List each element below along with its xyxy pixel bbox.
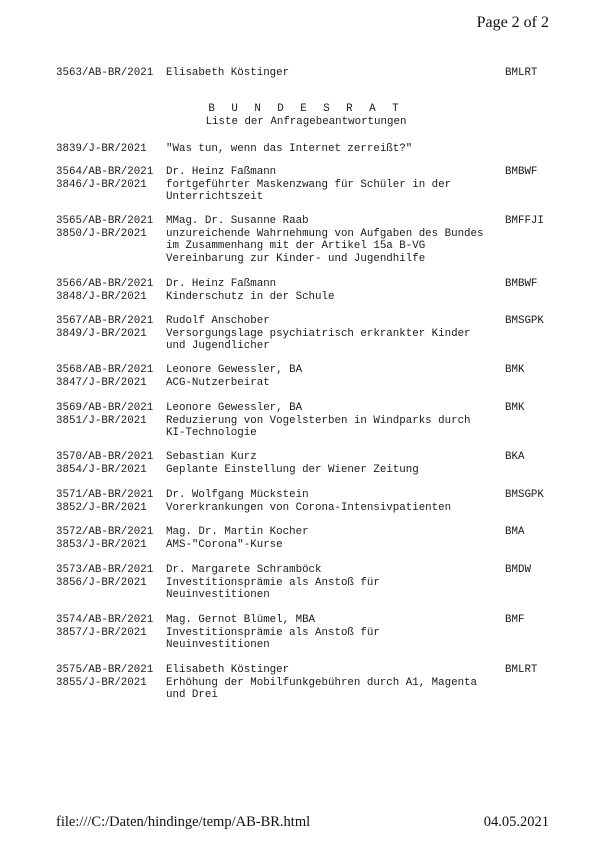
entry-description: [166, 489, 506, 514]
entry-title: Investitionsprämie als Anstoß für Neuinvestitionen: [166, 576, 380, 602]
entry-description: [166, 278, 486, 303]
top-entry-id: 3563/AB-BR/2021: [56, 67, 154, 79]
entry-title: ACG-Nutzerbeirat: [166, 376, 270, 389]
entry-ministry: BMBWF: [505, 278, 538, 290]
entry-person: Dr. Margarete Schramböck: [166, 564, 322, 576]
list-subtitle: Liste der Anfragebeantwortungen: [205, 115, 407, 128]
top-entry-person: Elisabeth Köstinger: [166, 67, 290, 79]
entry-person: Dr. Heinz Faßmann: [166, 278, 277, 290]
entry-ministry: BMDW: [505, 564, 531, 576]
entry-description: [166, 614, 486, 652]
entry-description: [166, 215, 486, 265]
footer-date: 04.05.2021: [483, 814, 549, 830]
entry-ministry: BMF: [505, 614, 525, 626]
entry-title: Vorerkrankungen von Corona-Intensivpatienten: [166, 501, 452, 514]
entry-person: Dr. Wolfgang Mückstein: [166, 489, 309, 501]
entry-ids: 3568/AB-BR/2021 3847/J-BR/2021: [56, 364, 154, 389]
entry-ministry: BMK: [505, 364, 525, 376]
top-entry-ministry: BMLRT: [505, 67, 538, 79]
entry-person: Leonore Gewessler, BA: [166, 364, 303, 376]
footer-file-path: file:///C:/Daten/hindinge/temp/AB-BR.html: [56, 814, 311, 830]
entry-ids: 3570/AB-BR/2021 3854/J-BR/2021: [56, 451, 154, 476]
entry-description: [166, 526, 486, 551]
entry-ids: 3567/AB-BR/2021 3849/J-BR/2021: [56, 315, 154, 340]
entry-title: Erhöhung der Mobilfunkgebühren durch A1, Magenta und Drei: [166, 676, 478, 702]
entry-description: [166, 166, 486, 204]
entry-ids: 3574/AB-BR/2021 3857/J-BR/2021: [56, 614, 154, 639]
entry-ids: 3571/AB-BR/2021 3852/J-BR/2021: [56, 489, 154, 514]
entry-description: [166, 402, 486, 440]
entry-description: [166, 664, 486, 702]
entry-description: [166, 315, 486, 353]
entry-person: MMag. Dr. Susanne Raab: [166, 215, 309, 227]
list-header: [56, 103, 556, 128]
entry-ids: 3575/AB-BR/2021 3855/J-BR/2021: [56, 664, 154, 689]
entry-person: Leonore Gewessler, BA: [166, 402, 303, 414]
entry-person: Elisabeth Köstinger: [166, 664, 290, 676]
entry-person: Rudolf Anschober: [166, 315, 270, 327]
entry-person: Sebastian Kurz: [166, 451, 257, 463]
entry-person: Mag. Gernot Blümel, MBA: [166, 614, 316, 626]
entry-ids: 3572/AB-BR/2021 3853/J-BR/2021: [56, 526, 154, 551]
entry-person: Mag. Dr. Martin Kocher: [166, 526, 309, 538]
entry-ministry: BMFFJI: [505, 215, 544, 227]
entry-ids: 3564/AB-BR/2021 3846/J-BR/2021: [56, 166, 154, 191]
entry-ministry: BMSGPK: [505, 489, 544, 501]
entry-description: [166, 364, 486, 389]
entry-person: Dr. Heinz Faßmann: [166, 166, 277, 178]
bundesrat-title: B U N D E S R A T: [208, 103, 404, 115]
standalone-id: 3839/J-BR/2021: [56, 143, 147, 155]
entry-ids: 3566/AB-BR/2021 3848/J-BR/2021: [56, 278, 154, 303]
entry-ministry: BKA: [505, 451, 525, 463]
entry-title: Kinderschutz in der Schule: [166, 290, 335, 303]
entry-ids: 3569/AB-BR/2021 3851/J-BR/2021: [56, 402, 154, 427]
entry-description: [166, 451, 486, 476]
entry-title: Versorgungslage psychiatrisch erkrankter Kinder und Jugendlicher: [166, 327, 471, 353]
standalone-text: "Was tun, wenn das Internet zerreißt?": [166, 143, 413, 155]
entry-description: [166, 564, 486, 602]
entry-ids: 3573/AB-BR/2021 3856/J-BR/2021: [56, 564, 154, 589]
entry-title: Geplante Einstellung der Wiener Zeitung: [166, 463, 419, 476]
entry-ministry: BMK: [505, 402, 525, 414]
entry-title: AMS-"Corona"-Kurse: [166, 538, 283, 551]
entry-title: Investitionsprämie als Anstoß für Neuinvestitionen: [166, 626, 380, 652]
entry-ministry: BMA: [505, 526, 525, 538]
page-number: Page 2 of 2: [476, 14, 549, 31]
entry-title: unzureichende Wahrnehmung von Aufgaben des Bundes im Zusammenhang mit der Artikel 15a B-VG Vereinbarung zur Kinder- und Jugendhilfe: [166, 227, 484, 265]
entry-ministry: BMSGPK: [505, 315, 544, 327]
entry-ids: 3565/AB-BR/2021 3850/J-BR/2021: [56, 215, 154, 240]
entry-ministry: BMLRT: [505, 664, 538, 676]
entry-title: fortgeführter Maskenzwang für Schüler in der Unterrichtszeit: [166, 178, 452, 204]
entry-ministry: BMBWF: [505, 166, 538, 178]
entry-title: Reduzierung von Vogelsterben in Windparks durch KI-Technologie: [166, 414, 471, 440]
